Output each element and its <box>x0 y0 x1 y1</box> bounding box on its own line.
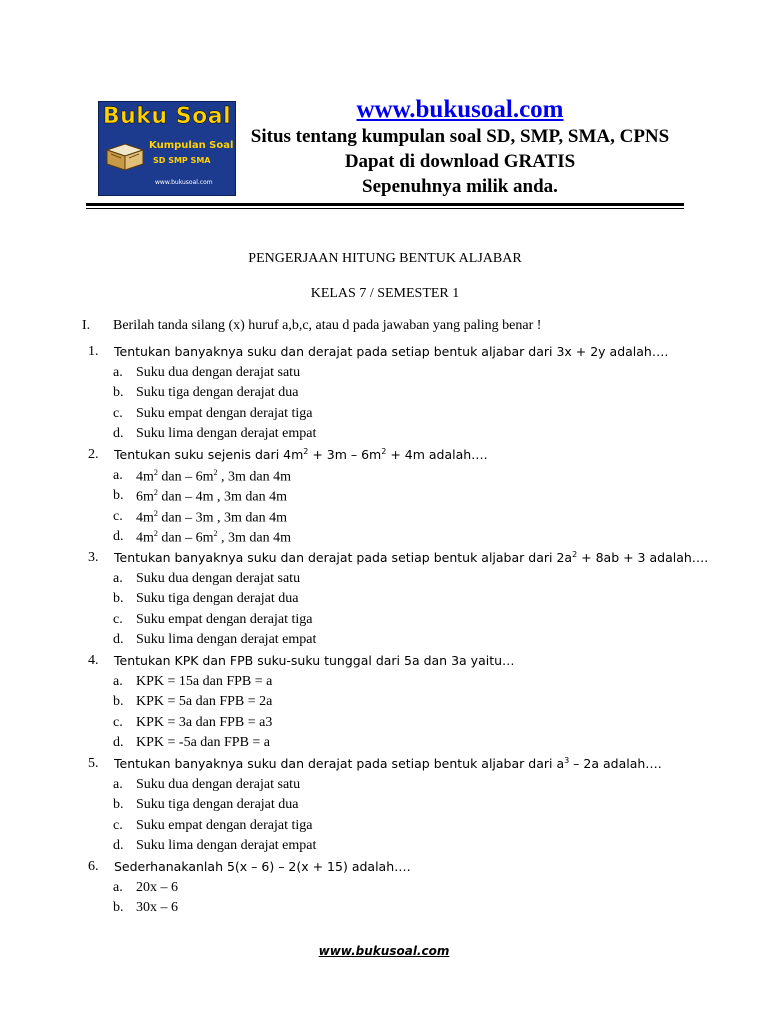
tagline-3: Sepenuhnya milik anda. <box>362 176 558 197</box>
option-letter: a. <box>113 673 123 689</box>
option-letter: a. <box>113 364 123 380</box>
option-text: KPK = 15a dan FPB = a <box>136 673 273 689</box>
option-letter: b. <box>113 900 124 916</box>
option-letter: b. <box>113 385 124 401</box>
logo-title: Buku Soal <box>102 104 232 129</box>
option-letter: a. <box>113 776 123 792</box>
option-text: Suku tiga dengan derajat dua <box>136 591 299 607</box>
book-icon <box>105 140 145 174</box>
instruction: Berilah tanda silang (x) huruf a,b,c, atau d pada jawaban yang paling benar ! <box>113 318 542 333</box>
question-text: Sederhanakanlah 5(x – 6) – 2(x + 15) adalah…. <box>114 859 411 874</box>
option-letter: b. <box>113 797 124 813</box>
option-text: $6m^2$ dan – 4m , 3m dan 4m <box>136 488 287 505</box>
option-text: 20x – 6 <box>136 879 178 895</box>
option-letter: c. <box>113 405 123 421</box>
doc-title: PENGERJAAN HITUNG BENTUK ALJABAR <box>248 251 522 266</box>
option-letter: d. <box>113 632 124 648</box>
option-letter: a. <box>113 879 123 895</box>
option-text: Suku tiga dengan derajat dua <box>136 797 299 813</box>
option-text: $4m^2$ dan – 3m , 3m dan 4m <box>136 508 287 526</box>
option-letter: b. <box>113 591 124 607</box>
option-letter: d. <box>113 735 124 751</box>
option-letter: c. <box>113 714 123 730</box>
option-letter: c. <box>113 508 123 524</box>
logo-levels: SD SMP SMA <box>153 156 211 165</box>
tagline-2: Dapat di download GRATIS <box>344 151 576 172</box>
option-text: Suku empat dengan derajat tiga <box>136 611 313 627</box>
option-text: Suku dua dengan derajat satu <box>136 776 301 792</box>
doc-class: KELAS 7 / SEMESTER 1 <box>310 286 460 301</box>
logo-subtitle: Kumpulan Soal <box>149 140 234 151</box>
option-text: $4m^2$ dan – $6m^2$ , 3m dan 4m <box>136 467 291 485</box>
option-letter: d. <box>113 838 124 854</box>
option-letter: b. <box>113 488 124 504</box>
question-text: Tentukan banyaknya suku dan derajat pada setiap bentuk aljabar dari $2a^2 + 8ab + 3$ adalah…. <box>114 550 709 566</box>
option-text: Suku tiga dengan derajat dua <box>136 385 299 401</box>
tagline-1: Situs tentang kumpulan soal SD, SMP, SMA, CPNS <box>250 126 670 147</box>
option-letter: a. <box>113 467 123 483</box>
option-text: Suku empat dengan derajat tiga <box>136 405 313 421</box>
question-text: Tentukan KPK dan FPB suku-suku tunggal dari 5a dan 3a yaitu… <box>114 653 515 668</box>
option-letter: d. <box>113 529 124 545</box>
option-letter: d. <box>113 426 124 442</box>
option-letter: c. <box>113 611 123 627</box>
option-text: KPK = 3a dan FPB = a3 <box>136 714 273 730</box>
option-text: Suku empat dengan derajat tiga <box>136 817 313 833</box>
question-number: 5. <box>88 756 99 771</box>
option-text: Suku dua dengan derajat satu <box>136 570 301 586</box>
question-text: Tentukan banyaknya suku dan derajat pada setiap bentuk aljabar dari $a^3 - 2a$ adalah…. <box>114 756 662 772</box>
question-number: 3. <box>88 550 99 565</box>
header-rule-thin <box>86 208 684 209</box>
question-number: 1. <box>88 344 99 359</box>
option-letter: c. <box>113 817 123 833</box>
option-text: Suku dua dengan derajat satu <box>136 364 301 380</box>
bukusoal-logo <box>98 101 236 196</box>
option-letter: a. <box>113 570 123 586</box>
option-text: KPK = -5a dan FPB = a <box>136 735 271 751</box>
option-text: Suku lima dengan derajat empat <box>136 426 317 442</box>
question-number: 6. <box>88 859 99 874</box>
header-rule <box>86 203 684 206</box>
option-letter: b. <box>113 694 124 710</box>
option-text: $4m^2$ dan – $6m^2$ , 3m dan 4m <box>136 529 291 547</box>
option-text: 30x – 6 <box>136 900 178 916</box>
option-text: Suku lima dengan derajat empat <box>136 838 317 854</box>
logo-url: www.bukusoal.com <box>155 179 213 186</box>
question-text: Tentukan suku sejenis dari $4m^2 + 3m - 6m^2 + 4m$ adalah…. <box>114 447 488 463</box>
footer-url[interactable]: www.bukusoal.com <box>318 944 450 958</box>
option-text: Suku lima dengan derajat empat <box>136 632 317 648</box>
site-url-link[interactable]: www.bukusoal.com <box>356 96 564 123</box>
question-text: Tentukan banyaknya suku dan derajat pada setiap bentuk aljabar dari 3x + 2y adalah…. <box>114 344 669 359</box>
section-number: I. <box>82 318 91 333</box>
option-text: KPK = 5a dan FPB = 2a <box>136 694 273 710</box>
question-number: 2. <box>88 447 99 462</box>
question-number: 4. <box>88 653 99 668</box>
